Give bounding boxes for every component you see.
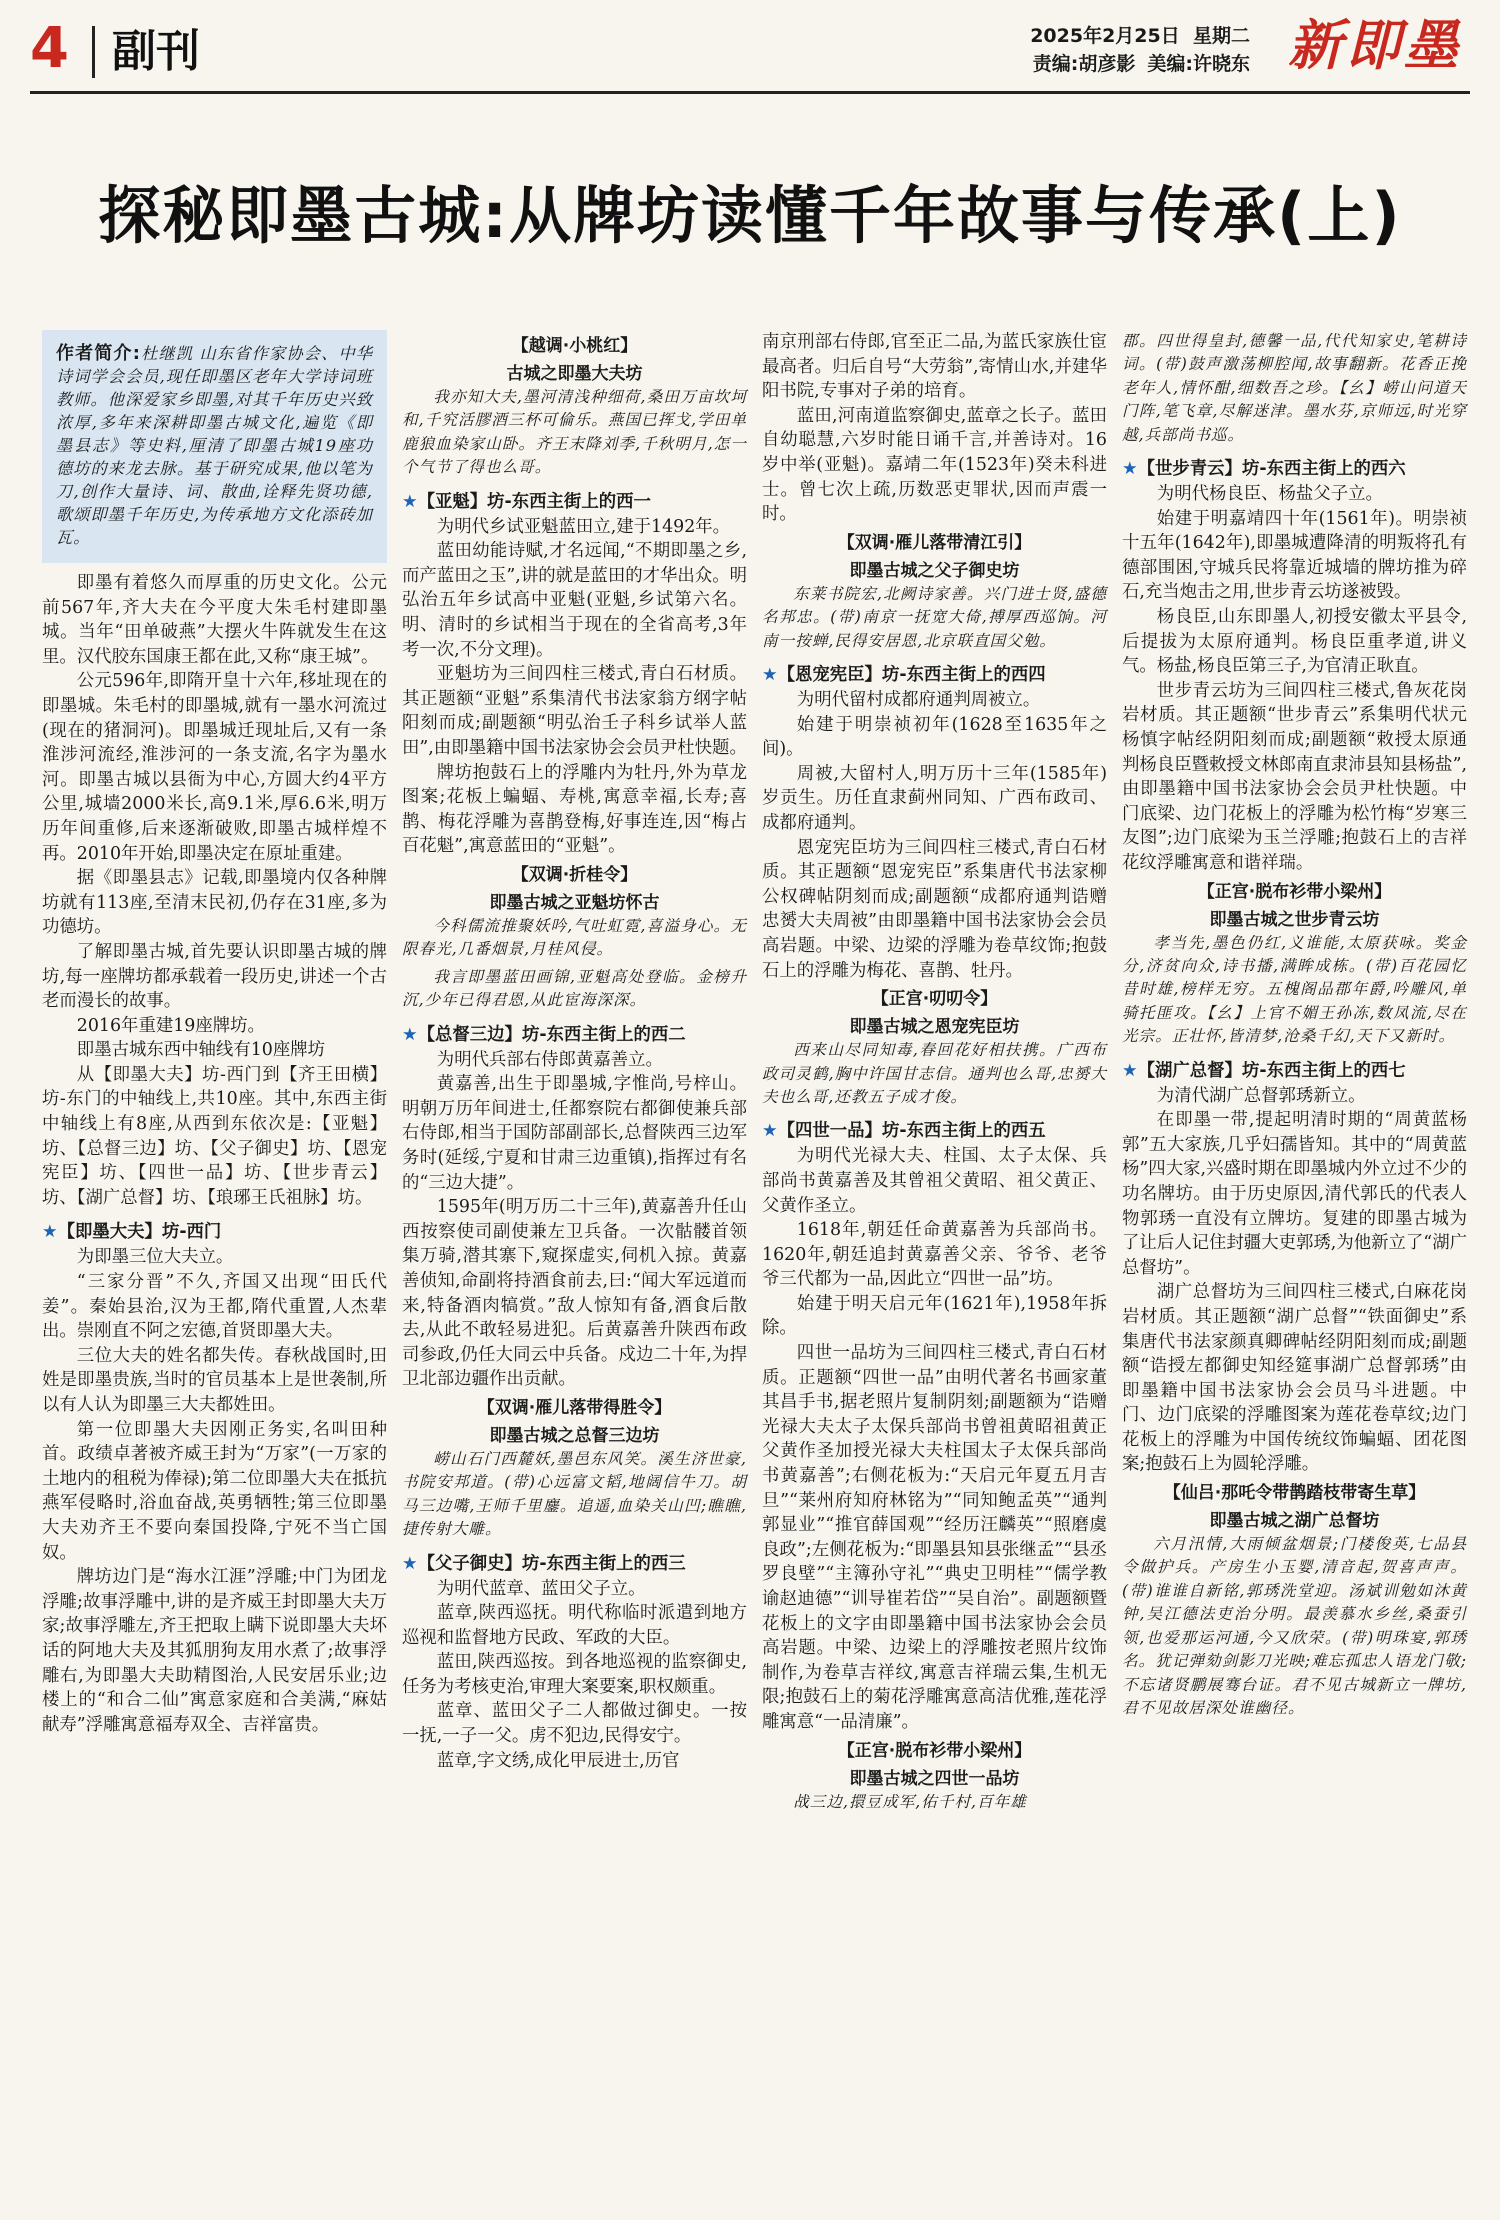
poem-title: 即墨古城之世步青云坊 [1209,909,1380,930]
star-icon: ★ [402,1024,418,1045]
paragraph: 杨良臣,山东即墨人,初授安徽太平县令,后提拔为太原府通判。杨良臣重孝道,讲义气。杨盐,杨良臣第三子,为官清正耿直。 [1122,607,1467,677]
poem-tune-title: 【双调·雁儿落带得胜令】 [477,1397,672,1418]
section-heading: ★【即墨大夫】坊-西门 [42,1222,222,1243]
poem-title: 即墨古城之恩宠宪臣坊 [849,1017,1020,1038]
paragraph: 为明代兵部右侍郎黄嘉善立。 [436,1049,663,1070]
newspaper-logo: 新即墨 [1288,13,1462,77]
poem-text: 今科儒流推聚妖吟,气吐虹霓,喜溢身心。无限春光,几番烟景,月桂风侵。 [402,916,747,959]
poem-tune-title: 【正宫·脱布衫带小梁州】 [837,1740,1032,1761]
section-heading: ★【恩宠宪臣】坊-东西主街上的西四 [762,664,1046,685]
paragraph: 恩宠宪臣坊为三间四柱三楼式,青白石材质。其正题额“恩宠宪臣”系集唐代书法家柳公权碑帖阴刻而成;副题额“成都府通判诰赠忠赟大夫周被”由即墨籍中国书法家协会会员高岩题。中梁、边梁的浮雕为卷草纹饰;抱鼓石上的浮雕为梅花、喜鹊、牡丹。 [762,837,1107,981]
article-column-4 [1122,330,1467,1724]
editor-credit: 责编:胡彦影 [1032,53,1136,75]
paragraph: 为即墨三位大夫立。 [76,1247,234,1268]
paragraph: 蓝田幼能诗赋,才名远闻,“不期即墨之乡,而产蓝田之玉”,讲的就是蓝田的才华出众。明弘治五年乡试高中亚魁(亚魁,乡试第六名。明、清时的乡试相当于现在的全省高考,3年考一次,不分文理)。 [402,541,747,660]
poem-text: 西来山尽同知毒,春回花好相扶携。广西布政司灵鹤,胸中许国甘志信。通判也么哥,忠赟大夫也么哥,还教五子成才俊。 [762,1041,1107,1106]
author-bio-text: 杜继凯 山东省作家协会、中华诗词学会会员,现任即墨区老年大学诗词班教师。他深爱家乡即墨,对其千年历史兴致浓厚,多年来深耕即墨古城文化,遍览《即墨县志》等史料,厘清了即墨古城19座功德坊的来龙去脉。基于研究成果,他以笔为刀,创作大量诗、词、散曲,诠释先贤功德,歌颂即墨千年历史,为传承地方文化添砖加瓦。 [56,344,373,547]
star-icon: ★ [1122,459,1138,480]
paragraph: 牌坊边门是“海水江涯”浮雕;中门为团龙浮雕;故事浮雕中,讲的是齐威王封即墨大夫万家;故事浮雕左,齐王把取上瞒下说即墨大夫坏话的阿地大夫及其狐朋狗友用水煮了;故事浮雕右,为即墨大夫助精图治,人民安居乐业;边楼上的“和合二仙”寓意家庭和合美满,“麻姑献寿”浮雕寓意福寿双全、吉祥富贵。 [42,1567,387,1735]
paragraph: “三家分晋”不久,齐国又出现“田氏代姜”。秦始县治,汉为王都,隋代重置,人杰辈出。崇刚直不阿之宏德,首贤即墨大夫。 [42,1272,387,1342]
poem-title: 即墨古城之总督三边坊 [489,1425,660,1446]
paragraph: 亚魁坊为三间四柱三楼式,青白石材质。其正题额“亚魁”系集清代书法家翁方纲字帖阳刻而成;副题额“明弘治壬子科乡试举人蓝田”,由即墨籍中国书法家协会会员尹杜快题。 [402,664,747,758]
poem-text: 崂山石门西麓妖,墨邑东风笑。溪生济世豪,书院安邦道。(带)心远富文韬,地阔信牛刀。胡马三边嘴,王师千里鏖。追遥,血染关山凹;瞧瞧,捷传射大雕。 [402,1449,747,1539]
paragraph: 始建于明嘉靖四十年(1561年)。明崇祯十五年(1642年),即墨城遭降清的明叛将孔有德部围困,守城兵民将靠近城墙的牌坊推为碎石,充当炮击之用,世步青云坊遂被毁。 [1122,508,1467,603]
star-icon: ★ [42,1222,58,1243]
section-heading: ★【湖广总督】坊-东西主街上的西七 [1122,1060,1406,1081]
author-bio-box [42,330,387,563]
poem-tune-title: 【越调·小桃红】 [511,336,638,356]
article-column-1 [42,330,387,1737]
poem-title: 即墨古城之父子御史坊 [849,560,1020,581]
star-icon: ★ [402,1553,418,1574]
paragraph: 蓝田,陕西巡按。到各地巡视的监察御史,任务为考核吏治,审理大案要案,职权颇重。 [402,1652,747,1697]
poem-title: 即墨古城之湖广总督坊 [1209,1511,1380,1532]
paragraph: 公元596年,即隋开皇十六年,移址现在的即墨城。朱毛村的即墨城,就有一墨水河流过(现在的猪洞河)。即墨城迁现址后,又有一条淮涉河流经,淮涉河的一条支流,名字为墨水河。即墨古城以县衙为中心,方圆大约4平方公里,城墙2000米长,高9.1米,厚6.6米,明万历年间重修,后来逐渐破败,即墨古城样煌不再。2010年开始,即墨决定在原址重建。 [42,671,387,864]
poem-tune-title: 【仙吕·那吒令带鹊踏枝带寄生草】 [1163,1483,1426,1504]
paragraph: 第一位即墨大夫因刚正务实,名叫田种首。政绩卓著被齐威王封为“万家”(一万家的土地内的租税为俸禄);第二位即墨大夫在抵抗燕军侵略时,浴血奋战,英勇牺牲;第三位即墨大夫劝齐王不要向秦国投降,宁死不当亡国奴。 [42,1419,387,1563]
issue-meta [1021,22,1250,78]
poem-tune-title: 【双调·雁儿落带清江引】 [837,532,1032,553]
paragraph: 为明代光禄大夫、柱国、太子太保、兵部尚书黄嘉善及其曾祖父黄昭、祖父黄正、父黄作圣立。 [762,1146,1107,1216]
star-icon: ★ [762,1121,778,1142]
poem-text: 郡。四世得皇封,德馨一品,代代知家史,笔耕诗词。(带)鼓声激荡柳腔闻,故事翻新。花香正挽老年人,情怀酣,细数吾之珍。【幺】崂山问道天门阵,笔飞章,尽解迷津。墨水芬,京师远,时光穿越,兵部尚书巡。 [1122,332,1467,444]
issue-date: 2025年2月25日 [1030,25,1180,47]
paragraph: 四世一品坊为三间四柱三楼式,青白石材质。正题额“四世一品”由明代著名书画家董其昌手书,据老照片复制阴刻;副题额为“诰赠光禄大夫太子太保兵部尚书曾祖黄昭祖黄正父黄作圣加授光禄大夫柱国太子太保兵部尚书黄嘉善”;右侧花板为:“天启元年夏五月吉旦”“莱州府知府林铭为”“同知鲍孟英”“通判郭显业”“推官薛国观”“经历汪麟英”“照磨虞良政”;左侧花板为:“即墨县知县张继孟”“县丞罗良壁”“主簿孙守礼”“典史卫明桂”“儒学教谕赵迪德”“训导崔若岱”“吴自治”。副题额暨花板上的文字由即墨籍中国书法家协会会员高岩题。中梁、边梁上的浮雕按老照片纹饰制作,为卷草吉祥纹,寓意吉祥瑞云集,生机无限;抱鼓石上的菊花浮雕寓意高洁优雅,莲花浮雕寓意“一品清廉”。 [762,1343,1107,1732]
article-column-2 [402,330,747,1773]
paragraph: 在即墨一带,提起明清时期的“周黄蓝杨郭”五大家族,几乎妇孺皆知。其中的“周黄蓝杨”四大家,兴盛时期在即墨城内外立过不少的功名牌坊。由于历史原因,清代郭氏的代表人物郭琇一直没有立牌坊。复建的即墨古城为了让后人记住封疆大吏郭琇,为他新立了“湖广总督坊”。 [1122,1110,1467,1278]
paragraph: 始建于明天启元年(1621年),1958年拆除。 [762,1293,1107,1339]
paragraph: 始建于明崇祯初年(1628至1635年之间)。 [762,714,1107,760]
paragraph: 牌坊抱鼓石上的浮雕内为牡丹,外为草龙图案;花板上蝙蝠、寿桃,寓意幸福,长寿;喜鹊、梅花浮雕为喜鹊登梅,好事连连,因“梅占百花魁”,寓意蓝田的“亚魁”。 [402,762,747,857]
masthead [30,14,1470,94]
poem-text: 我亦知大夫,墨河清浅种细荷,桑田万亩坎坷和,千究活膠酒三杯可倫乐。燕国已挥戈,学田单鹿狼血染家山卧。齐王末降刘季,千秋明月,怎一个气节了得也么哥。 [402,388,747,477]
paragraph: 从【即墨大夫】坊-西门到【齐王田横】坊-东门的中轴线上,共10座。其中,东西主街中轴线上有8座,从西到东依次是:【亚魁】坊、【总督三边】坊、【父子御史】坊、【恩宠宪臣】坊、【四世一品】坊、【世步青云】坊、【湖广总督】坊、【琅琊王氏祖脉】坊。 [42,1064,387,1208]
poem-text: 战三边,擐豆成军,佑千村,百年雄 [793,1792,1027,1811]
page-title: 探秘即墨古城:从牌坊读懂千年故事与传承(上) [98,179,1402,252]
page-number: 4 [30,16,69,81]
poem-text: 孝当先,墨色仍红,义谁能,太原获咏。奖金分,济贫向众,诗书播,满眸成栋。(带)百花园忆昔时雄,榜样无穷。五槐阁品郡年爵,吟雕风,单骑托匪攻。【幺】上官不媚王孙冻,数凤流,尽在光宗。正壮怀,皆清梦,沧桑千幻,天下又新时。 [1122,933,1467,1046]
paragraph: 湖广总督坊为三间四柱三楼式,白麻花岗岩材质。其正题额“湖广总督”“铁面御史”系集唐代书法家颜真卿碑帖经阴阳刻而成;副题额“诰授左都御史知经筵事湖广总督郭琇”由即墨籍中国书法家协会会员马斗进题。中门、边门底梁的浮雕图案为莲花卷草纹;边门花板上的浮雕为中国传统纹饰蝙蝠、团花图案;抱鼓石上为圆轮浮雕。 [1122,1282,1467,1475]
poem-title: 即墨古城之四世一品坊 [849,1768,1020,1789]
paragraph: 为明代杨良臣、杨盐父子立。 [1156,484,1383,505]
section-heading: ★【四世一品】坊-东西主街上的西五 [762,1121,1046,1142]
poem-tune-title: 【正宫·叨叨令】 [871,989,998,1010]
poem-text: 东莱书院宏,北阙诗家善。兴门进士贤,盛德名邦忠。(带)南京一抚宽大倚,搏厚西巡饷。河南一按蝉,民得安居恩,北京联直国父勉。 [762,584,1107,650]
poem-text: 六月汛情,大雨倾盆烟景;门楼俊英,七品县令做护兵。产房生小玉婴,清音起,贺喜声声。(带)谁谁自新铭,郭琇洗堂迎。汤斌训勉如沐黄钟,吴江德法吏治分明。最羡慕水乡丝,桑蚕引领,也爱那运河通,今又欣荣。(带)明珠宴,郭琇名。犹记弹劾剑影刀光映;难忘孤忠人语龙门敬;不忘诸贤鹏展骞台证。君不见古城新立一牌坊,君不见故居深处谁幽径。 [1122,1535,1467,1717]
poem-tune-title: 【双调·折桂令】 [511,864,638,885]
star-icon: ★ [762,664,778,685]
designer-credit: 美编:许晓东 [1147,53,1250,75]
paragraph: 了解即墨古城,首先要认识即墨古城的牌坊,每一座牌坊都承载着一段历史,讲述一个古老而漫长的故事。 [42,941,387,1012]
poem-title: 古城之即墨大夫坊 [506,364,643,384]
section-heading: ★【世步青云】坊-东西主街上的西六 [1122,459,1406,480]
paragraph: 蓝田,河南道监察御史,蓝章之长子。蓝田自幼聪慧,六岁时能日诵千言,并善诗对。16岁中举(亚魁)。嘉靖二年(1523年)癸未科进士。曾七次上疏,历数恶吏罪状,因而声震一时。 [762,405,1107,525]
paragraph: 黄嘉善,出生于即墨城,字惟尚,号梓山。明朝万历年间进士,任都察院右都御使兼兵部右侍郎,相当于国防部副部长,总督陕西三边军务时(延绥,宁夏和甘肃三边重镇),指挥过有名的“三边大捷”。 [402,1074,747,1193]
section-heading: ★【亚魁】坊-东西主街上的西一 [402,491,651,512]
star-icon: ★ [402,491,418,512]
poem-tune-title: 【正宫·脱布衫带小梁州】 [1197,881,1392,902]
author-bio-label: 作者简介: [56,343,141,364]
paragraph: 为清代湖广总督郭琇新立。 [1156,1085,1366,1106]
paragraph: 为明代留村成都府通判周被立。 [796,689,1041,710]
paragraph: 为明代乡试亚魁蓝田立,建于1492年。 [436,516,731,537]
issue-weekday: 星期二 [1192,25,1250,47]
star-icon: ★ [1122,1060,1138,1081]
paragraph: 世步青云坊为三间四柱三楼式,鲁灰花岗岩材质。其正题额“世步青云”系集明代状元杨慎字帖经阴阳刻而成;副题额“敕授太原通判杨良臣暨敕授文林郎南直隶沛县知县杨盐”,由即墨籍中国书法家协会会员尹杜快题。中门底梁、边门花板上的浮雕为松竹梅“岁寒三友图”;边门底梁为玉兰浮雕;抱鼓石上的吉祥花纹浮雕寓意和谐祥瑞。 [1122,680,1467,873]
paragraph: 据《即墨县志》记载,即墨境内仅各种牌坊就有113座,至清末民初,仍存在31座,多为功德坊。 [42,868,387,938]
paragraph: 蓝章,字文绣,成化甲辰进士,历官 [436,1750,680,1771]
paragraph: 三位大夫的姓名都失传。春秋战国时,田姓是即墨贵族,当时的官员基本上是世袭制,所以有人认为即墨三大夫都姓田。 [42,1345,387,1415]
article-column-3 [762,330,1107,1818]
paragraph: 1595年(明万历二十三年),黄嘉善升任山西按察使司副使兼左卫兵备。一次骷髅首领集万骑,潜其寨下,窥探虚实,伺机入掠。黄嘉善侦知,命副将持酒食前去,曰:“闻大军远道而来,特备酒肉犒赏。”敌人惊知有备,酒食后散去,从此不敢轻易进犯。后黄嘉善升陕西布政司参政,仍任大同云中兵备。戍边二十年,为捍卫北部边疆作出贡献。 [402,1197,747,1390]
paragraph: 南京刑部右侍郎,官至正二品,为蓝氏家族仕宦最高者。归后自号“大劳翁”,寄情山水,并建华阳书院,专事对子弟的培育。 [762,332,1107,402]
section-heading: ★【总督三边】坊-东西主街上的西二 [402,1024,686,1045]
paragraph: 即墨有着悠久而厚重的历史文化。公元前567年,齐大夫在今平度大朱毛村建即墨城。当年“田单破燕”大摆火牛阵就发生在这里。汉代胶东国康王都在此,又称“康王城”。 [42,573,387,667]
poem-text: 我言即墨蓝田画锦,亚魁高处登临。金榜升沉,少年已得君恩,从此宦海深深。 [402,967,747,1010]
paragraph: 蓝章、蓝田父子二人都做过御史。一按一抚,一子一父。虏不犯边,民得安宁。 [402,1701,747,1747]
paragraph: 为明代蓝章、蓝田父子立。 [436,1578,646,1599]
section-heading: ★【父子御史】坊-东西主街上的西三 [402,1553,686,1574]
paragraph: 周被,大留村人,明万历十三年(1585年)岁贡生。历任直隶蓟州同知、广西布政司、成都府通判。 [762,763,1107,833]
paragraph: 即墨古城东西中轴线有10座牌坊 [76,1040,326,1061]
paragraph: 1618年,朝廷任命黄嘉善为兵部尚书。1620年,朝廷追封黄嘉善父亲、爷爷、老爷爷三代都为一品,因此立“四世一品”坊。 [762,1220,1107,1290]
divider [92,26,95,78]
paragraph: 2016年重建19座牌坊。 [76,1015,265,1036]
section-name: 副刊 [112,26,200,77]
paragraph: 蓝章,陕西巡抚。明代称临时派遣到地方巡视和监督地方民政、军政的大臣。 [402,1603,747,1648]
poem-title: 即墨古城之亚魁坊怀古 [489,892,660,913]
